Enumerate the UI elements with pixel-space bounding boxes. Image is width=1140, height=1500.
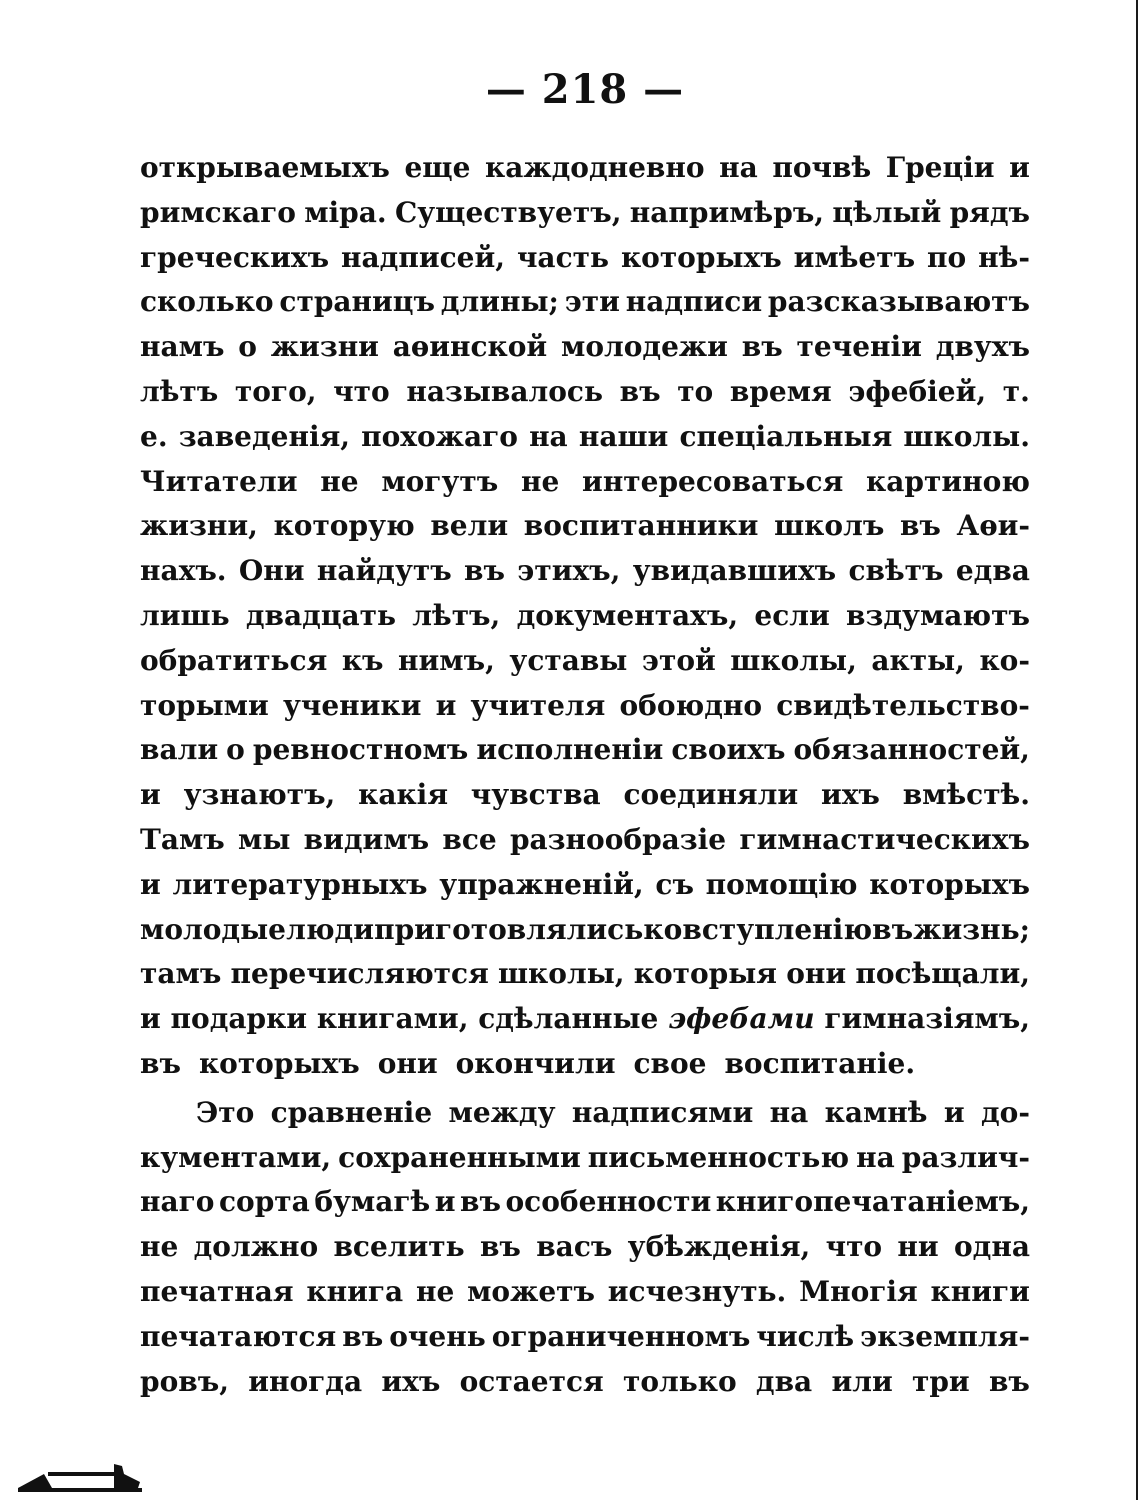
word: печатаются (140, 1319, 337, 1353)
text-line (140, 236, 1030, 280)
word: рядъ (949, 195, 1030, 229)
word: спеціальныя (679, 419, 893, 453)
word: въ (988, 1364, 1030, 1398)
word: въ (899, 509, 941, 543)
word: васъ (536, 1230, 613, 1264)
word: по (927, 240, 967, 274)
word: о (226, 733, 245, 767)
word: вели (430, 509, 509, 543)
word: жизнь; (913, 912, 1030, 946)
word: этой (641, 643, 716, 677)
word: на (856, 1140, 895, 1174)
word: ихъ (381, 1364, 441, 1398)
word: Тамъ (140, 823, 225, 856)
word: часть (516, 240, 609, 274)
word: люди (286, 912, 374, 946)
word: въ (460, 1185, 501, 1219)
word: свидѣтельство- (776, 688, 1030, 722)
word: чувства (470, 778, 601, 812)
word: два (755, 1364, 813, 1398)
word: имѣетъ (793, 240, 916, 274)
word: все (442, 823, 497, 856)
word: какія (358, 778, 448, 812)
word: вступленію (682, 912, 873, 946)
word: книга (306, 1275, 404, 1308)
word: перечисляются (230, 957, 489, 991)
text-line (196, 1091, 1030, 1135)
word: сорта (219, 1185, 310, 1219)
word: римскаго (140, 195, 296, 229)
word: различ- (901, 1140, 1030, 1174)
word: эти (564, 285, 620, 319)
word: нахъ. (140, 554, 227, 588)
word: школы, (730, 643, 857, 677)
word: которыя (633, 957, 777, 991)
text-line (140, 863, 1030, 907)
word: е. (140, 419, 168, 453)
word: убѣжденія, (627, 1230, 811, 1264)
word: ко (643, 912, 683, 946)
text-line (140, 1225, 1030, 1269)
word: и (943, 1095, 965, 1129)
word: обоюдно (619, 688, 763, 722)
word: на (719, 151, 758, 184)
word: открываемыхъ (140, 151, 390, 184)
word: не (320, 464, 359, 498)
word: страницъ (279, 285, 435, 319)
word: надписи (625, 285, 763, 319)
word: вселить (333, 1230, 465, 1264)
text-line (140, 594, 1030, 638)
word: въ (741, 330, 783, 364)
word: печатная (140, 1275, 294, 1308)
word: и (140, 1002, 161, 1036)
word: книги (930, 1275, 1030, 1308)
word: на (529, 419, 568, 453)
word: которыхъ (869, 867, 1030, 901)
word: Аѳи- (956, 509, 1030, 543)
word: ревностномъ (252, 733, 469, 767)
word: разнообразіе (509, 823, 727, 856)
word: очень (389, 1319, 486, 1353)
word: могутъ (381, 464, 499, 498)
word: вали (140, 733, 219, 767)
word: узнаютъ, (183, 778, 336, 812)
word: ровъ, (140, 1364, 229, 1398)
word: до- (980, 1095, 1030, 1129)
text-line (140, 728, 1030, 772)
word: окончили (455, 1047, 616, 1080)
word: эфебами (668, 1002, 815, 1036)
word: жизни (270, 330, 379, 364)
word: приготовлялись (374, 912, 644, 946)
word: исполненіи (476, 733, 664, 767)
word: если (754, 599, 830, 632)
word: длины; (440, 285, 559, 319)
word: соединяли (623, 778, 799, 812)
word: своихъ (671, 733, 786, 767)
word: въ (342, 1319, 384, 1353)
word: напримѣръ, (629, 195, 825, 229)
text-line (140, 370, 1030, 414)
word: которую (273, 509, 415, 543)
word: которыхъ (198, 1047, 360, 1080)
word: въ (464, 554, 505, 588)
word: Они (238, 554, 305, 588)
word: того, (234, 375, 317, 408)
word: заведенія, (178, 419, 351, 453)
word: гимназіямъ, (824, 1002, 1030, 1036)
word: называлось (406, 375, 603, 408)
word: каждодневно (484, 151, 705, 184)
word: греческихъ (140, 240, 330, 274)
text-line (140, 325, 1030, 369)
word: остается (459, 1364, 604, 1398)
word: учителя (470, 688, 606, 722)
word: три (912, 1364, 970, 1398)
word: нимъ, (398, 643, 495, 677)
word: похожаго (361, 419, 518, 453)
word: книгопечатаніемъ, (715, 1185, 1030, 1219)
word: ко- (979, 643, 1030, 677)
word: увидавшихъ (632, 554, 837, 588)
page-number: — 218 — (485, 66, 685, 113)
word: сохраненными (338, 1140, 581, 1174)
word: наши (578, 419, 669, 453)
word: не (520, 464, 560, 498)
word: на (769, 1095, 809, 1129)
page-corner-mark-icon (18, 1452, 148, 1492)
word: ни (897, 1230, 939, 1264)
word: лишь (140, 599, 230, 632)
text-line (140, 639, 1030, 683)
word: лѣтъ, (412, 599, 501, 632)
word: то (677, 375, 714, 408)
text-line (140, 1315, 1030, 1359)
text-line (140, 1180, 1030, 1224)
word: видимъ (303, 823, 430, 856)
word: сдѣланные (478, 1002, 659, 1036)
word: цѣлый (832, 195, 942, 229)
word: они (786, 957, 847, 991)
word: Читатели (140, 464, 298, 498)
word: подарки (170, 1002, 308, 1036)
text-line (140, 1136, 1030, 1180)
word: должно (193, 1230, 319, 1264)
word: и (140, 778, 161, 812)
word: не (415, 1275, 455, 1308)
word: нѣ- (978, 240, 1030, 274)
word: лѣтъ (140, 375, 219, 408)
word: наго (140, 1185, 215, 1219)
word: акты, (871, 643, 965, 677)
word: не (140, 1230, 179, 1264)
word: школы. (903, 419, 1030, 453)
word: въ (140, 1047, 181, 1080)
word: вмѣстѣ. (902, 778, 1030, 812)
word: Это (196, 1095, 255, 1129)
word: воспитанники (523, 509, 759, 543)
word: разсказываютъ (767, 285, 1030, 319)
word: уставы (509, 643, 628, 677)
word: двадцать (245, 599, 396, 632)
word: Существуетъ, (394, 195, 622, 229)
text-line (140, 1270, 1030, 1314)
word: время (729, 375, 832, 408)
word: Многія (799, 1275, 918, 1308)
word: упражненій, (439, 867, 644, 901)
word: документахъ, (516, 599, 739, 632)
text-line (140, 1042, 1030, 1086)
word: письменностью (587, 1140, 850, 1174)
word: или (831, 1364, 893, 1398)
text-line (140, 908, 1030, 952)
word: помощію (705, 867, 858, 901)
word: сравненіе (270, 1095, 433, 1129)
word: двухъ (935, 330, 1030, 364)
word: въ (872, 912, 914, 946)
page-edge-line (1136, 0, 1138, 1500)
text-line (140, 504, 1030, 548)
word: исчезнуть. (607, 1275, 787, 1308)
word: съ (655, 867, 694, 901)
word: и (1009, 151, 1030, 184)
word: и (435, 688, 457, 722)
word: еще (404, 151, 471, 184)
word: эфебіей, (848, 375, 987, 408)
word: торыми (140, 688, 269, 722)
word: теченіи (796, 330, 922, 364)
word: аѳинской (392, 330, 548, 364)
text-line (140, 460, 1030, 504)
word: о (238, 330, 257, 364)
text-line (140, 146, 1030, 190)
word: и (434, 1185, 456, 1219)
word: этихъ, (517, 554, 621, 588)
word: вздумаютъ (846, 599, 1030, 632)
text-line (140, 773, 1030, 817)
word: міра. (304, 195, 387, 229)
word: ученики (282, 688, 422, 722)
word: гимнастическихъ (739, 823, 1030, 856)
word: въ (479, 1230, 521, 1264)
word: сколько (140, 285, 274, 319)
word: и (140, 867, 161, 901)
text-line (140, 415, 1030, 459)
word: которыхъ (620, 240, 782, 274)
word: найдутъ (316, 554, 452, 588)
word: посѣщали, (855, 957, 1030, 991)
word: едва (955, 554, 1030, 588)
word: камнѣ (824, 1095, 928, 1129)
word: ограниченномъ (491, 1319, 751, 1353)
text-line (140, 952, 1030, 996)
word: обратиться (140, 643, 328, 677)
text-line (140, 191, 1030, 235)
text-line (140, 280, 1030, 324)
word: иногда (248, 1364, 363, 1398)
word: экземпля- (860, 1319, 1030, 1353)
text-line (140, 997, 1030, 1041)
word: кументами, (140, 1140, 332, 1174)
word: воспитаніе. (724, 1047, 916, 1080)
word: книгами, (316, 1002, 469, 1036)
word: т. (1002, 375, 1030, 408)
word: что (825, 1230, 883, 1264)
word: обязанностей, (793, 733, 1030, 767)
word: тамъ (140, 957, 222, 991)
text-line (140, 818, 1030, 862)
word: картиною (866, 464, 1030, 498)
word: ихъ (820, 778, 880, 812)
word: бумагѣ (314, 1185, 431, 1219)
word: почвѣ (772, 151, 872, 184)
text-line (140, 684, 1030, 728)
word: только (622, 1364, 737, 1398)
word: жизни, (140, 509, 258, 543)
word: молодые (140, 912, 286, 946)
word: школъ (774, 509, 885, 543)
word: между (448, 1095, 556, 1129)
word: интересоваться (582, 464, 844, 498)
word: свое (633, 1047, 707, 1080)
word: что (333, 375, 390, 408)
word: мы (238, 823, 291, 856)
word: числѣ (756, 1319, 855, 1353)
word: къ (341, 643, 384, 677)
word: надписей, (341, 240, 505, 274)
word: въ (619, 375, 661, 408)
text-line (140, 1360, 1030, 1404)
word: особенности (505, 1185, 712, 1219)
word: школы, (497, 957, 625, 991)
word: литературныхъ (172, 867, 428, 901)
word: Греціи (885, 151, 995, 184)
word: одна (954, 1230, 1030, 1264)
word: можетъ (467, 1275, 595, 1308)
word: намъ (140, 330, 225, 364)
text-line (140, 549, 1030, 593)
word: надписями (571, 1095, 754, 1129)
word: молодежи (561, 330, 728, 364)
word: свѣтъ (848, 554, 944, 588)
word: они (377, 1047, 438, 1080)
